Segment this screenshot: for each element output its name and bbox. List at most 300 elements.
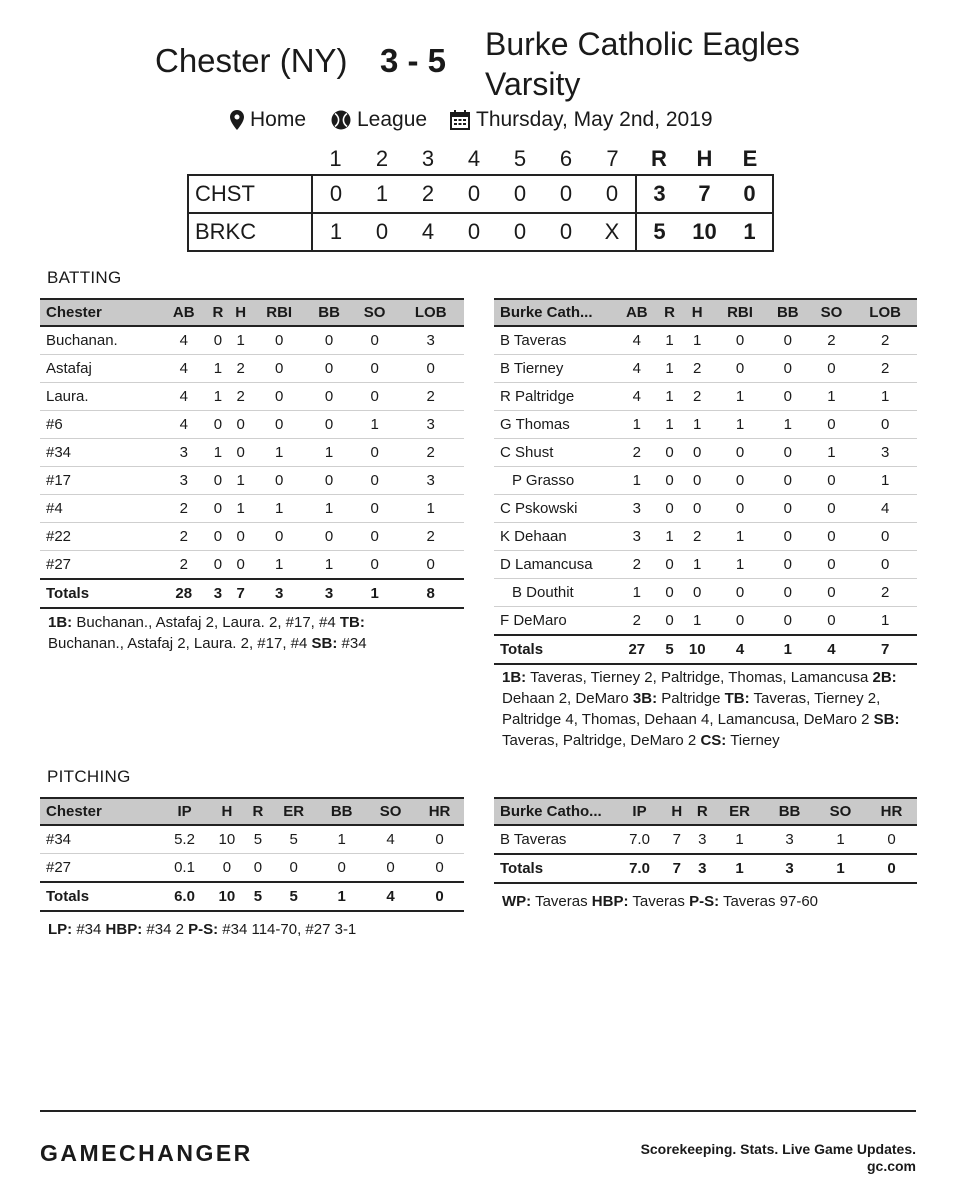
away-team-name xyxy=(485,24,800,104)
stat-cell: 0 xyxy=(680,467,714,495)
total-stat-cell: 1 xyxy=(317,882,366,911)
table-header-row xyxy=(40,299,464,326)
stat-cell: 0 xyxy=(352,495,398,523)
stat-cell: 3 xyxy=(397,326,464,355)
stat-cell: 0 xyxy=(252,326,306,355)
table-row xyxy=(494,411,917,439)
stat-cell: 2 xyxy=(615,551,659,579)
total-stat-cell: 1 xyxy=(715,854,764,883)
stat-column-header: BB xyxy=(306,299,352,326)
home-team-name: Chester (NY) xyxy=(155,42,348,79)
note-label: 3B: xyxy=(632,690,658,707)
player-name: #22 xyxy=(40,523,161,551)
stat-cell: 2 xyxy=(853,355,917,383)
stat-cell: 0 xyxy=(766,383,810,411)
away-pitching-table xyxy=(494,797,917,884)
stat-cell: 1 xyxy=(207,383,230,411)
total-stat-cell: 5 xyxy=(246,882,270,911)
stat-column-header: SO xyxy=(366,798,415,825)
stat-cell: 1 xyxy=(229,326,252,355)
stat-cell: 0 xyxy=(714,607,766,636)
total-stat-cell: 28 xyxy=(161,579,207,608)
stat-cell: 0 xyxy=(659,607,681,636)
map-pin-icon xyxy=(230,110,244,130)
game-type-meta xyxy=(331,108,427,132)
stat-cell: 0 xyxy=(352,551,398,580)
total-stat-cell: 5 xyxy=(659,635,681,664)
baseball-icon xyxy=(331,110,351,130)
total-stat-cell: 10 xyxy=(208,882,246,911)
stat-cell: 3 xyxy=(690,825,716,854)
stat-cell: 1 xyxy=(853,383,917,411)
stat-cell: 0 xyxy=(714,355,766,383)
date-meta xyxy=(450,108,713,132)
team-hits: 7 xyxy=(682,175,727,213)
stat-cell: 0 xyxy=(207,411,230,439)
stat-cell: 0 xyxy=(866,825,917,854)
stat-cell: 0 xyxy=(810,579,854,607)
table-row xyxy=(494,579,917,607)
stat-cell: 5 xyxy=(246,825,270,854)
stat-cell: 0 xyxy=(306,523,352,551)
totals-label: Totals xyxy=(40,882,161,911)
stat-cell: 0 xyxy=(207,467,230,495)
note-text: Tierney xyxy=(730,732,780,749)
note-text: #34 114-70, #27 3-1 xyxy=(222,921,357,938)
stat-cell: 4 xyxy=(161,355,207,383)
stat-column-header: SO xyxy=(352,299,398,326)
table-row xyxy=(494,523,917,551)
stat-column-header: HR xyxy=(415,798,464,825)
team-errors: 1 xyxy=(727,213,773,251)
stat-cell: 1 xyxy=(853,607,917,636)
stat-column-header: R xyxy=(659,299,681,326)
stat-cell: 0 xyxy=(766,439,810,467)
stat-column-header: SO xyxy=(810,299,854,326)
table-row xyxy=(40,854,464,883)
stat-cell: 1 xyxy=(615,579,659,607)
total-stat-cell: 1 xyxy=(352,579,398,608)
stat-cell: 0 xyxy=(397,355,464,383)
stat-cell: 0 xyxy=(270,854,317,883)
stat-cell: 0 xyxy=(766,326,810,355)
note-text: Taveras xyxy=(535,893,588,910)
stat-cell: 2 xyxy=(615,439,659,467)
stat-cell: 1 xyxy=(810,383,854,411)
stat-cell: 0 xyxy=(246,854,270,883)
stat-cell: 0 xyxy=(252,355,306,383)
stat-cell: 0 xyxy=(415,825,464,854)
stat-column-header: SO xyxy=(815,798,866,825)
stat-cell: 7.0 xyxy=(615,825,664,854)
table-row xyxy=(40,411,464,439)
linescore-header xyxy=(188,144,773,175)
inning-score: 0 xyxy=(359,213,405,251)
total-stat-cell: 0 xyxy=(866,854,917,883)
stat-column-header: RBI xyxy=(252,299,306,326)
inning-score: 0 xyxy=(543,213,589,251)
total-stat-cell: 4 xyxy=(810,635,854,664)
inning-score: 0 xyxy=(497,175,543,213)
note-text: Buchanan., Astafaj 2, Laura. 2, #17, #4 xyxy=(48,635,308,652)
stat-cell: 4 xyxy=(853,495,917,523)
team-runs: 5 xyxy=(636,213,682,251)
player-name: G Thomas xyxy=(494,411,615,439)
stat-cell: 1 xyxy=(615,467,659,495)
stat-column-header: IP xyxy=(615,798,664,825)
location-meta xyxy=(230,108,306,132)
table-row xyxy=(494,326,917,355)
stat-cell: 1 xyxy=(352,411,398,439)
total-stat-cell: 4 xyxy=(714,635,766,664)
stat-cell: 3 xyxy=(615,495,659,523)
inning-score: 1 xyxy=(359,175,405,213)
stat-cell: 1 xyxy=(853,467,917,495)
note-label: LP: xyxy=(48,921,73,938)
linescore-corner xyxy=(188,144,312,175)
stat-cell: 4 xyxy=(615,326,659,355)
team-abbr: BRKC xyxy=(188,213,312,251)
stat-cell: 2 xyxy=(680,523,714,551)
stat-cell: 0 xyxy=(317,854,366,883)
game-date: Thursday, May 2nd, 2019 xyxy=(476,108,713,131)
player-name: B Tierney xyxy=(494,355,615,383)
player-name: Buchanan. xyxy=(40,326,161,355)
stat-column-header: AB xyxy=(161,299,207,326)
player-name: F DeMaro xyxy=(494,607,615,636)
stat-cell: 0 xyxy=(810,467,854,495)
stat-cell: 1 xyxy=(714,383,766,411)
table-row xyxy=(494,551,917,579)
stat-cell: 1 xyxy=(306,495,352,523)
stat-cell: 0 xyxy=(810,607,854,636)
stat-cell: 2 xyxy=(229,355,252,383)
table-row xyxy=(494,607,917,636)
stat-column-header: R xyxy=(690,798,716,825)
table-row xyxy=(494,355,917,383)
stat-cell: 1 xyxy=(252,439,306,467)
stat-cell: 10 xyxy=(208,825,246,854)
stat-column-header: H xyxy=(680,299,714,326)
total-stat-cell: 3 xyxy=(306,579,352,608)
final-score: 3 - 5 xyxy=(380,42,447,79)
stat-cell: 1 xyxy=(680,551,714,579)
total-stat-cell: 8 xyxy=(397,579,464,608)
stat-cell: 1 xyxy=(815,825,866,854)
note-text: #34 xyxy=(76,921,102,938)
totals-label: Totals xyxy=(40,579,161,608)
totals-row xyxy=(494,635,917,664)
table-row xyxy=(494,495,917,523)
home-batting-table xyxy=(40,298,464,609)
inning-score: 0 xyxy=(312,175,359,213)
stat-cell: 0 xyxy=(659,551,681,579)
total-stat-cell: 1 xyxy=(815,854,866,883)
player-name: #27 xyxy=(40,551,161,580)
table-row xyxy=(494,467,917,495)
note-label: SB: xyxy=(311,635,338,652)
note-label: 1B: xyxy=(502,669,527,686)
stat-cell: 0 xyxy=(766,607,810,636)
player-name: R Paltridge xyxy=(494,383,615,411)
stat-cell: 0 xyxy=(659,579,681,607)
total-stat-cell: 3 xyxy=(764,854,815,883)
stat-cell: 3 xyxy=(615,523,659,551)
away-team-line2: Varsity xyxy=(485,66,581,102)
stat-cell: 4 xyxy=(161,411,207,439)
player-name: #34 xyxy=(40,825,161,854)
stat-cell: 0 xyxy=(207,495,230,523)
stat-column-header: H xyxy=(664,798,690,825)
inning-score: 4 xyxy=(405,213,451,251)
table-row xyxy=(40,326,464,355)
table-header-row xyxy=(494,299,917,326)
stat-column-header: H xyxy=(229,299,252,326)
note-text: #34 xyxy=(341,635,367,652)
stat-cell: 0 xyxy=(810,523,854,551)
tagline-text: Scorekeeping. Stats. Live Game Updates. xyxy=(640,1141,916,1157)
stat-cell: 0 xyxy=(252,467,306,495)
stat-cell: 0 xyxy=(208,854,246,883)
stat-column-header: HR xyxy=(866,798,917,825)
stat-cell: 0 xyxy=(352,383,398,411)
totals-row xyxy=(40,882,464,911)
inning-score: 0 xyxy=(543,175,589,213)
inning-header: 2 xyxy=(375,146,389,171)
footer-tagline xyxy=(641,1141,916,1175)
away-pitching-notes xyxy=(502,891,916,912)
stat-cell: 2 xyxy=(161,551,207,580)
game-type-label: League xyxy=(357,108,428,131)
player-name: B Taveras xyxy=(494,326,615,355)
player-name: #17 xyxy=(40,467,161,495)
stat-cell: 1 xyxy=(659,523,681,551)
stat-cell: 3 xyxy=(397,411,464,439)
stat-cell: 0 xyxy=(853,523,917,551)
errors-header: E xyxy=(742,146,758,171)
stat-column-header: BB xyxy=(317,798,366,825)
stat-column-header: LOB xyxy=(853,299,917,326)
stat-cell: 0 xyxy=(352,523,398,551)
stat-cell: 0 xyxy=(229,551,252,580)
stat-cell: 0 xyxy=(714,495,766,523)
note-text: Taveras, Paltridge, DeMaro 2 xyxy=(502,732,697,749)
player-name: #4 xyxy=(40,495,161,523)
stat-cell: 0 xyxy=(680,439,714,467)
calendar-icon xyxy=(450,110,470,130)
stat-cell: 0 xyxy=(306,411,352,439)
stat-cell: 1 xyxy=(207,355,230,383)
table-row xyxy=(40,467,464,495)
stat-cell: 0 xyxy=(306,383,352,411)
table-row xyxy=(40,383,464,411)
player-name: C Shust xyxy=(494,439,615,467)
stat-cell: 3 xyxy=(161,439,207,467)
stat-cell: 1 xyxy=(306,551,352,580)
table-row xyxy=(40,439,464,467)
stat-cell: 0 xyxy=(397,551,464,580)
stat-column-header: BB xyxy=(764,798,815,825)
stat-cell: 0 xyxy=(680,495,714,523)
total-stat-cell: 7 xyxy=(853,635,917,664)
runs-header: R xyxy=(651,146,667,171)
team-column-header: Chester xyxy=(40,299,161,326)
stat-cell: 0 xyxy=(714,326,766,355)
stat-cell: 0 xyxy=(853,411,917,439)
note-label: 1B: xyxy=(48,614,73,631)
stat-cell: 1 xyxy=(659,383,681,411)
stat-cell: 2 xyxy=(680,383,714,411)
player-name: #27 xyxy=(40,854,161,883)
player-name: C Pskowski xyxy=(494,495,615,523)
note-label: 2B: xyxy=(872,669,897,686)
stat-column-header: R xyxy=(246,798,270,825)
stat-cell: 7 xyxy=(664,825,690,854)
total-stat-cell: 27 xyxy=(615,635,659,664)
away-batting-table xyxy=(494,298,917,665)
inning-header: 3 xyxy=(421,146,435,171)
stat-cell: 5.2 xyxy=(161,825,208,854)
total-stat-cell: 5 xyxy=(270,882,317,911)
stat-column-header: BB xyxy=(766,299,810,326)
note-text: Taveras xyxy=(632,893,685,910)
stat-cell: 0 xyxy=(207,326,230,355)
inning-score: 0 xyxy=(497,213,543,251)
stat-cell: 0 xyxy=(659,467,681,495)
note-label: SB: xyxy=(873,711,900,728)
inning-score: 2 xyxy=(405,175,451,213)
stat-cell: 2 xyxy=(161,495,207,523)
stat-column-header: AB xyxy=(615,299,659,326)
stat-cell: 5 xyxy=(270,825,317,854)
note-text: Dehaan 2, DeMaro xyxy=(502,690,629,707)
stat-cell: 1 xyxy=(252,495,306,523)
totals-row xyxy=(40,579,464,608)
player-name: P Grasso xyxy=(494,467,615,495)
stat-cell: 0 xyxy=(810,551,854,579)
player-name: Laura. xyxy=(40,383,161,411)
stat-cell: 0 xyxy=(207,523,230,551)
footer-url[interactable]: gc.com xyxy=(866,1158,916,1174)
stat-cell: 0 xyxy=(659,439,681,467)
stat-cell: 2 xyxy=(680,355,714,383)
stat-cell: 4 xyxy=(615,355,659,383)
stat-cell: 0 xyxy=(714,467,766,495)
home-batting-notes xyxy=(48,612,408,654)
stat-cell: 0 xyxy=(352,355,398,383)
note-label: TB: xyxy=(724,690,750,707)
stat-cell: 0 xyxy=(766,523,810,551)
inning-score: X xyxy=(589,213,636,251)
inning-header: 1 xyxy=(329,146,342,171)
stat-cell: 3 xyxy=(764,825,815,854)
team-column-header: Burke Cath... xyxy=(494,299,615,326)
stat-cell: 2 xyxy=(229,383,252,411)
total-stat-cell: 4 xyxy=(366,882,415,911)
stat-cell: 3 xyxy=(397,467,464,495)
player-name: D Lamancusa xyxy=(494,551,615,579)
stat-cell: 0 xyxy=(810,355,854,383)
stat-cell: 1 xyxy=(317,825,366,854)
note-text: Buchanan., Astafaj 2, Laura. 2, #17, #4 xyxy=(76,614,336,631)
stat-cell: 4 xyxy=(615,383,659,411)
stat-cell: 0 xyxy=(766,579,810,607)
stat-cell: 0.1 xyxy=(161,854,208,883)
stat-cell: 0 xyxy=(766,495,810,523)
total-stat-cell: 7.0 xyxy=(615,854,664,883)
stat-cell: 0 xyxy=(352,467,398,495)
stat-cell: 2 xyxy=(397,383,464,411)
team-abbr: CHST xyxy=(188,175,312,213)
stat-cell: 1 xyxy=(252,551,306,580)
stat-cell: 0 xyxy=(352,439,398,467)
note-label: CS: xyxy=(700,732,727,749)
stat-cell: 0 xyxy=(229,411,252,439)
stat-cell: 1 xyxy=(397,495,464,523)
stat-cell: 1 xyxy=(659,355,681,383)
stat-cell: 0 xyxy=(229,439,252,467)
total-stat-cell: 7 xyxy=(229,579,252,608)
note-label: WP: xyxy=(502,893,532,910)
location-label: Home xyxy=(250,108,307,131)
table-header-row xyxy=(40,798,464,825)
stat-cell: 1 xyxy=(680,326,714,355)
stat-cell: 0 xyxy=(207,551,230,580)
table-header-row xyxy=(494,798,917,825)
stat-cell: 1 xyxy=(714,411,766,439)
stat-cell: 2 xyxy=(615,607,659,636)
note-text: Taveras, Tierney 2, Paltridge 4, Thomas, Dehaan 4, Lamancusa, DeMaro 2 xyxy=(502,690,881,728)
stat-cell: 4 xyxy=(161,383,207,411)
stat-cell: 1 xyxy=(615,411,659,439)
inning-header: 7 xyxy=(606,146,619,171)
totals-row xyxy=(494,854,917,883)
player-name: #34 xyxy=(40,439,161,467)
stat-cell: 1 xyxy=(715,825,764,854)
home-pitching-table xyxy=(40,797,464,912)
linescore-table xyxy=(187,144,774,252)
totals-label: Totals xyxy=(494,635,615,664)
stat-cell: 0 xyxy=(352,326,398,355)
note-text: #34 2 xyxy=(146,921,184,938)
team-hits: 10 xyxy=(682,213,727,251)
stat-cell: 0 xyxy=(766,355,810,383)
total-stat-cell: 3 xyxy=(252,579,306,608)
batting-section-title: BATTING xyxy=(47,268,122,287)
note-text: Taveras 97-60 xyxy=(722,893,819,910)
stat-cell: 0 xyxy=(306,326,352,355)
total-stat-cell: 0 xyxy=(415,882,464,911)
stat-cell: 0 xyxy=(252,411,306,439)
stat-cell: 1 xyxy=(229,467,252,495)
stat-cell: 0 xyxy=(366,854,415,883)
stat-column-header: RBI xyxy=(714,299,766,326)
table-row xyxy=(40,551,464,580)
stat-cell: 0 xyxy=(659,495,681,523)
team-errors: 0 xyxy=(727,175,773,213)
table-row xyxy=(40,355,464,383)
away-batting-notes xyxy=(502,667,916,751)
player-name: Astafaj xyxy=(40,355,161,383)
linescore-row-away xyxy=(188,213,773,251)
note-label: HBP: xyxy=(105,921,143,938)
team-runs: 3 xyxy=(636,175,682,213)
stat-cell: 0 xyxy=(306,467,352,495)
stat-cell: 0 xyxy=(680,579,714,607)
total-stat-cell: 1 xyxy=(766,635,810,664)
total-stat-cell: 3 xyxy=(690,854,716,883)
stat-cell: 2 xyxy=(397,523,464,551)
